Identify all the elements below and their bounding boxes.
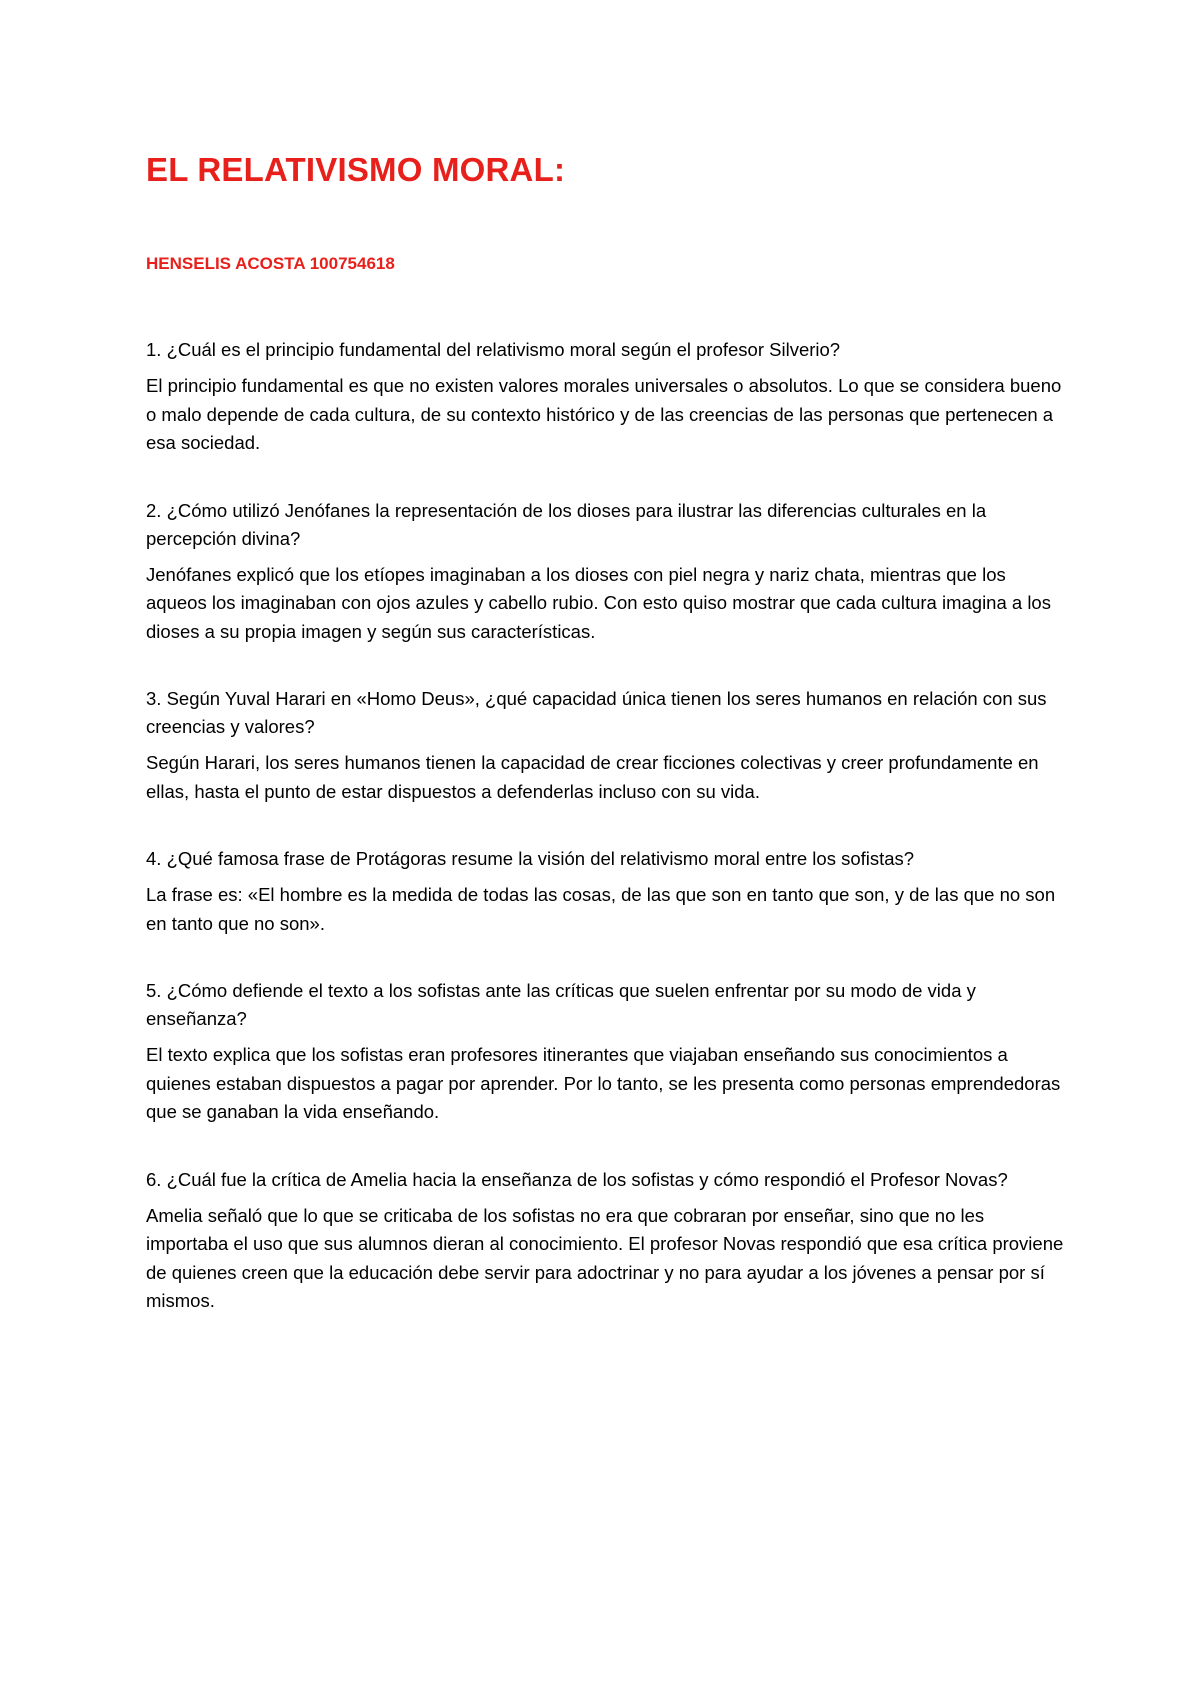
question-3: 3. Según Yuval Harari en «Homo Deus», ¿qué capacidad única tienen los seres humanos en relación con sus creencias y valores? [146,688,1047,737]
qa-list [146,336,1066,1316]
author-line: HENSELIS ACOSTA 100754618 [146,254,395,273]
question-6: 6. ¿Cuál fue la crítica de Amelia hacia la enseñanza de los sofistas y cómo respondió el Profesor Novas? [146,1168,1008,1190]
answer-5: El texto explica que los sofistas eran profesores itinerantes que viajaban enseñando sus conocimientos a quienes estaban dispuestos a pagar por aprender. Por lo tanto, se les presenta como personas emprendedoras que se ganaban la vida enseñando. [146,1044,1061,1122]
document-title: EL RELATIVISMO MORAL: [146,151,566,188]
qa-item-5 [146,977,1066,1127]
answer-2: Jenófanes explicó que los etíopes imaginaban a los dioses con piel negra y nariz chata, mientras que los aqueos los imaginaban con ojos azules y cabello rubio. Con esto quiso mostrar que cada cultura imagina a los dioses a su propia imagen y según sus características. [146,563,1051,642]
qa-item-3 [146,685,1066,806]
question-2: 2. ¿Cómo utilizó Jenófanes la representación de los dioses para ilustrar las diferencias culturales en la percepción divina? [146,499,987,549]
qa-item-4 [146,845,1066,938]
answer-1: El principio fundamental es que no existen valores morales universales o absolutos. Lo que se considera bueno o malo depende de cada cultura, de su contexto histórico y de las creencias de las personas que pertenecen a esa sociedad. [146,375,1062,453]
question-5: 5. ¿Cómo defiende el texto a los sofistas ante las críticas que suelen enfrentar por su modo de vida y enseñanza? [146,980,976,1029]
question-1: 1. ¿Cuál es el principio fundamental del relativismo moral según el profesor Silverio? [146,339,841,360]
qa-item-1 [146,336,1066,458]
document-content [146,150,1066,1316]
answer-4: La frase es: «El hombre es la medida de todas las cosas, de las que son en tanto que son, y de las que no son en tanto que no son». [146,884,1056,934]
qa-item-6 [146,1166,1066,1316]
qa-item-2 [146,497,1066,647]
answer-3: Según Harari, los seres humanos tienen la capacidad de crear ficciones colectivas y creer profundamente en ellas, hasta el punto de estar dispuestos a defenderlas incluso con su vida. [146,752,1039,802]
question-4: 4. ¿Qué famosa frase de Protágoras resume la visión del relativismo moral entre los sofistas? [146,848,915,869]
answer-6: Amelia señaló que lo que se criticaba de los sofistas no era que cobraran por enseñar, sino que no les importaba el uso que sus alumnos dieran al conocimiento. El profesor Novas respondió que esa crítica proviene de quienes creen que la educación debe servir para adoctrinar y no para ayudar a los jóvenes a pensar por sí mismos. [146,1204,1064,1311]
